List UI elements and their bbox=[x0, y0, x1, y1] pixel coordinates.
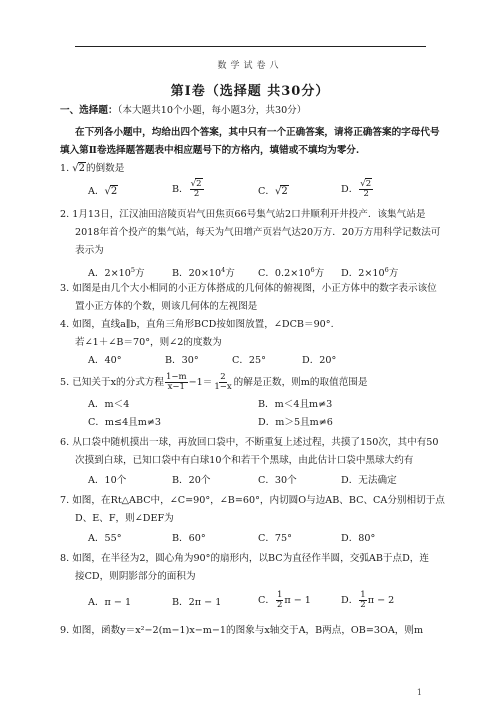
question-7-line-2: D、E、F，则∠DEF为 bbox=[75, 513, 174, 524]
section-heading: 一、选择题：（本大题共10个小题，每小题3分，共30分） bbox=[60, 105, 307, 116]
q4-option-a[interactable]: A．40° bbox=[88, 355, 122, 366]
question-2-line-3: 表示为 bbox=[75, 245, 104, 256]
question-3-line-2: 置小正方体的个数，则该几何体的左视图是 bbox=[75, 301, 258, 312]
q7-option-d[interactable]: D．80° bbox=[341, 533, 376, 544]
q1-option-a[interactable]: A．√2 bbox=[88, 186, 118, 197]
q5-option-a[interactable]: A．m＜4 bbox=[88, 399, 130, 410]
top-rule bbox=[75, 46, 426, 47]
q5-option-c[interactable]: C．m≤4且m≠3 bbox=[88, 417, 162, 428]
exam-header: 数学试卷八 bbox=[217, 61, 283, 71]
q1-option-b[interactable]: B． $\frac{√2}{2}$ bbox=[172, 179, 202, 199]
instruction-line-1: 在下列各小题中，均给出四个答案，其中只有一个正确答案，请将正确答案的字母代号 bbox=[75, 127, 440, 138]
q4-option-c[interactable]: C．25° bbox=[232, 355, 266, 366]
q6-option-a[interactable]: A．10个 bbox=[88, 475, 127, 486]
q5-option-d[interactable]: D．m＞5且m≠6 bbox=[258, 417, 333, 428]
question-9: 9. 如图，函数y＝x²−2(m−1)x−m−1的图象与x轴交于A，B两点，OB=3OA，则m bbox=[60, 625, 424, 636]
q6-option-c[interactable]: C．30个 bbox=[258, 475, 297, 486]
sqrt-symbol: √2 bbox=[72, 163, 85, 174]
question-1: 1. √2的倒数是 bbox=[60, 163, 125, 174]
part-title: 第Ⅰ卷（选择题 共30分） bbox=[170, 84, 330, 99]
q2-option-c[interactable]: C．$0.2\times 10^6$方 bbox=[258, 266, 325, 279]
q6-option-d[interactable]: D．无法确定 bbox=[341, 475, 397, 486]
question-8: 8. 如图，在半径为2，圆心角为90°的扇形内，以BC为直径作半圆，交弧AB于点D，连 bbox=[60, 553, 429, 564]
q8-option-c[interactable]: C． $\frac{1}{2}$ π − 1 bbox=[258, 590, 311, 610]
q1-option-c[interactable]: C．√2 bbox=[258, 186, 288, 197]
page-number: 1 bbox=[416, 688, 422, 697]
q1-option-d[interactable]: D． $\frac{√2}{2}$ bbox=[341, 179, 372, 199]
q7-option-c[interactable]: C．75° bbox=[258, 533, 292, 544]
instruction-line-2: 填入第Ⅱ卷选择题答题表中相应题号下的方格内，填错或不填均为零分. bbox=[60, 145, 360, 156]
q2-option-d[interactable]: D．$2\times 10^6$方 bbox=[341, 266, 399, 279]
question-8-line-2: 接CD，则阴影部分的面积为 bbox=[75, 571, 196, 582]
question-7: 7. 如图，在Rt△ABC中，∠C=90°，∠B=60°，内切圆O与边AB、BC、CA分别相切于点 bbox=[60, 495, 445, 506]
q4-option-b[interactable]: B．30° bbox=[165, 355, 199, 366]
question-6-line-2: 次摸到白球，已知口袋中有白球10个和若干个黑球，由此估计口袋中黑球大约有 bbox=[75, 455, 414, 466]
question-2: 2. 1月13日，江汉油田涪陵页岩气田焦页66号集气站2口井顺利开井投产．该集气站是 bbox=[60, 209, 426, 220]
q7-option-a[interactable]: A．55° bbox=[88, 533, 122, 544]
question-5: 5. 已知关于x的分式方程 $\frac{1-m}{x-1}$ −1＝ $\frac{2}{1-x}$ 的解是正数，则m的取值范围是 bbox=[60, 372, 368, 392]
q7-option-b[interactable]: B．60° bbox=[172, 533, 206, 544]
q6-option-b[interactable]: B．20个 bbox=[172, 475, 211, 486]
q2-option-b[interactable]: B．$20\times 10^4$方 bbox=[172, 266, 235, 279]
q4-option-d[interactable]: D．20° bbox=[302, 355, 337, 366]
question-4-line-2: 若∠1＋∠B＝70°，则∠2的度数为 bbox=[75, 337, 222, 348]
q5-option-b[interactable]: B．m＜4且m≠3 bbox=[258, 399, 333, 410]
question-3: 3. 如图是由几个大小相同的小正方体搭成的几何体的俯视图，小正方体中的数字表示该位 bbox=[60, 283, 437, 294]
q2-option-a[interactable]: A．$2\times 10^5$方 bbox=[88, 266, 145, 279]
question-4: 4. 如图，直线a∥b，直角三角形BCD按如图放置，∠DCB＝90°. bbox=[60, 319, 334, 330]
q8-option-b[interactable]: B．2π − 1 bbox=[172, 597, 222, 608]
question-2-line-2: 2018年首个投产的集气站，每天为气田增产页岩气达20万方．20万方用科学记数法可 bbox=[75, 227, 441, 238]
question-6: 6. 从口袋中随机摸出一球，再放回口袋中，不断重复上述过程，共摸了150次，其中有50 bbox=[60, 437, 439, 448]
q8-option-a[interactable]: A．π − 1 bbox=[88, 597, 132, 608]
q8-option-d[interactable]: D． $\frac{1}{2}$ π − 2 bbox=[341, 590, 395, 610]
